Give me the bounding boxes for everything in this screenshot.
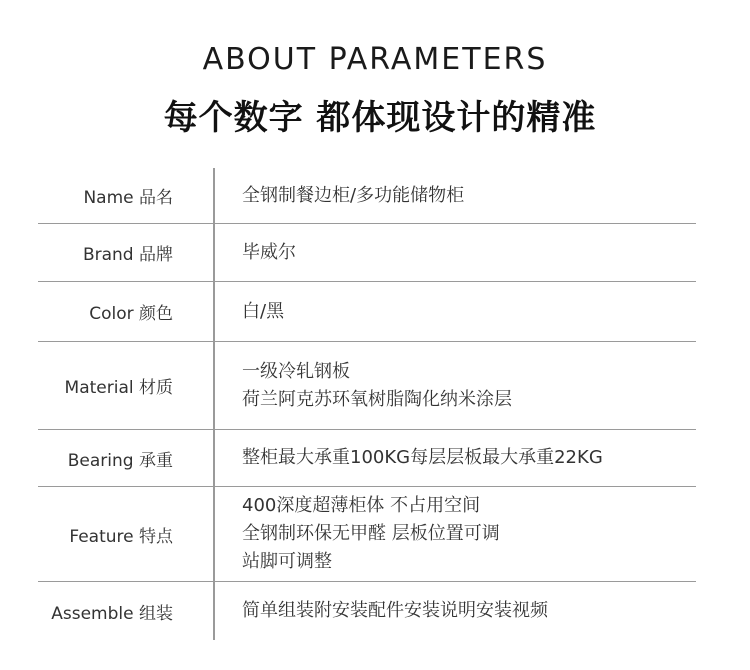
param-value xyxy=(215,168,696,223)
param-label: Bearing 承重 xyxy=(67,450,173,471)
param-label: Material 材质 xyxy=(64,378,173,398)
param-value-line: 400深度超薄柜体 不占用空间 xyxy=(242,495,481,516)
param-value xyxy=(215,342,696,429)
param-label: Color 颜色 xyxy=(89,304,173,324)
param-row-bearing xyxy=(38,430,696,487)
param-row-material xyxy=(38,342,696,430)
param-value-line: 简单组装附安装配件安装说明安装视频 xyxy=(242,600,548,621)
param-value xyxy=(215,582,696,640)
param-value-line: 白/黑 xyxy=(242,300,285,322)
param-value-line: 毕威尔 xyxy=(242,241,296,263)
param-value-line: 荷兰阿克苏环氧树脂陶化纳米涂层 xyxy=(242,388,512,410)
param-label: Feature 特点 xyxy=(69,526,173,547)
param-label: Brand 品牌 xyxy=(82,245,173,265)
heading-english: ABOUT PARAMETERS xyxy=(202,42,548,77)
parameters-table xyxy=(38,168,696,640)
param-value-line: 全钢制餐边柜/多功能储物柜 xyxy=(242,184,465,206)
param-value xyxy=(215,282,696,341)
param-row-assemble xyxy=(38,582,696,640)
heading-chinese: 每个数字 都体现设计的精准 xyxy=(163,98,597,138)
param-value-line: 一级冷轧钢板 xyxy=(242,360,350,382)
param-value xyxy=(215,430,696,486)
param-row-color xyxy=(38,282,696,342)
param-value xyxy=(215,224,696,281)
param-label: Name 品名 xyxy=(83,188,173,208)
param-value-line: 全钢制环保无甲醛 层板位置可调 xyxy=(242,523,500,544)
param-row-name xyxy=(38,168,696,224)
param-value xyxy=(215,487,696,581)
param-value-line: 站脚可调整 xyxy=(242,551,332,572)
param-row-brand xyxy=(38,224,696,282)
param-row-feature xyxy=(38,487,696,582)
param-label: Assemble 组装 xyxy=(51,603,173,624)
param-value-line: 整柜最大承重100KG每层层板最大承重22KG xyxy=(242,447,603,468)
